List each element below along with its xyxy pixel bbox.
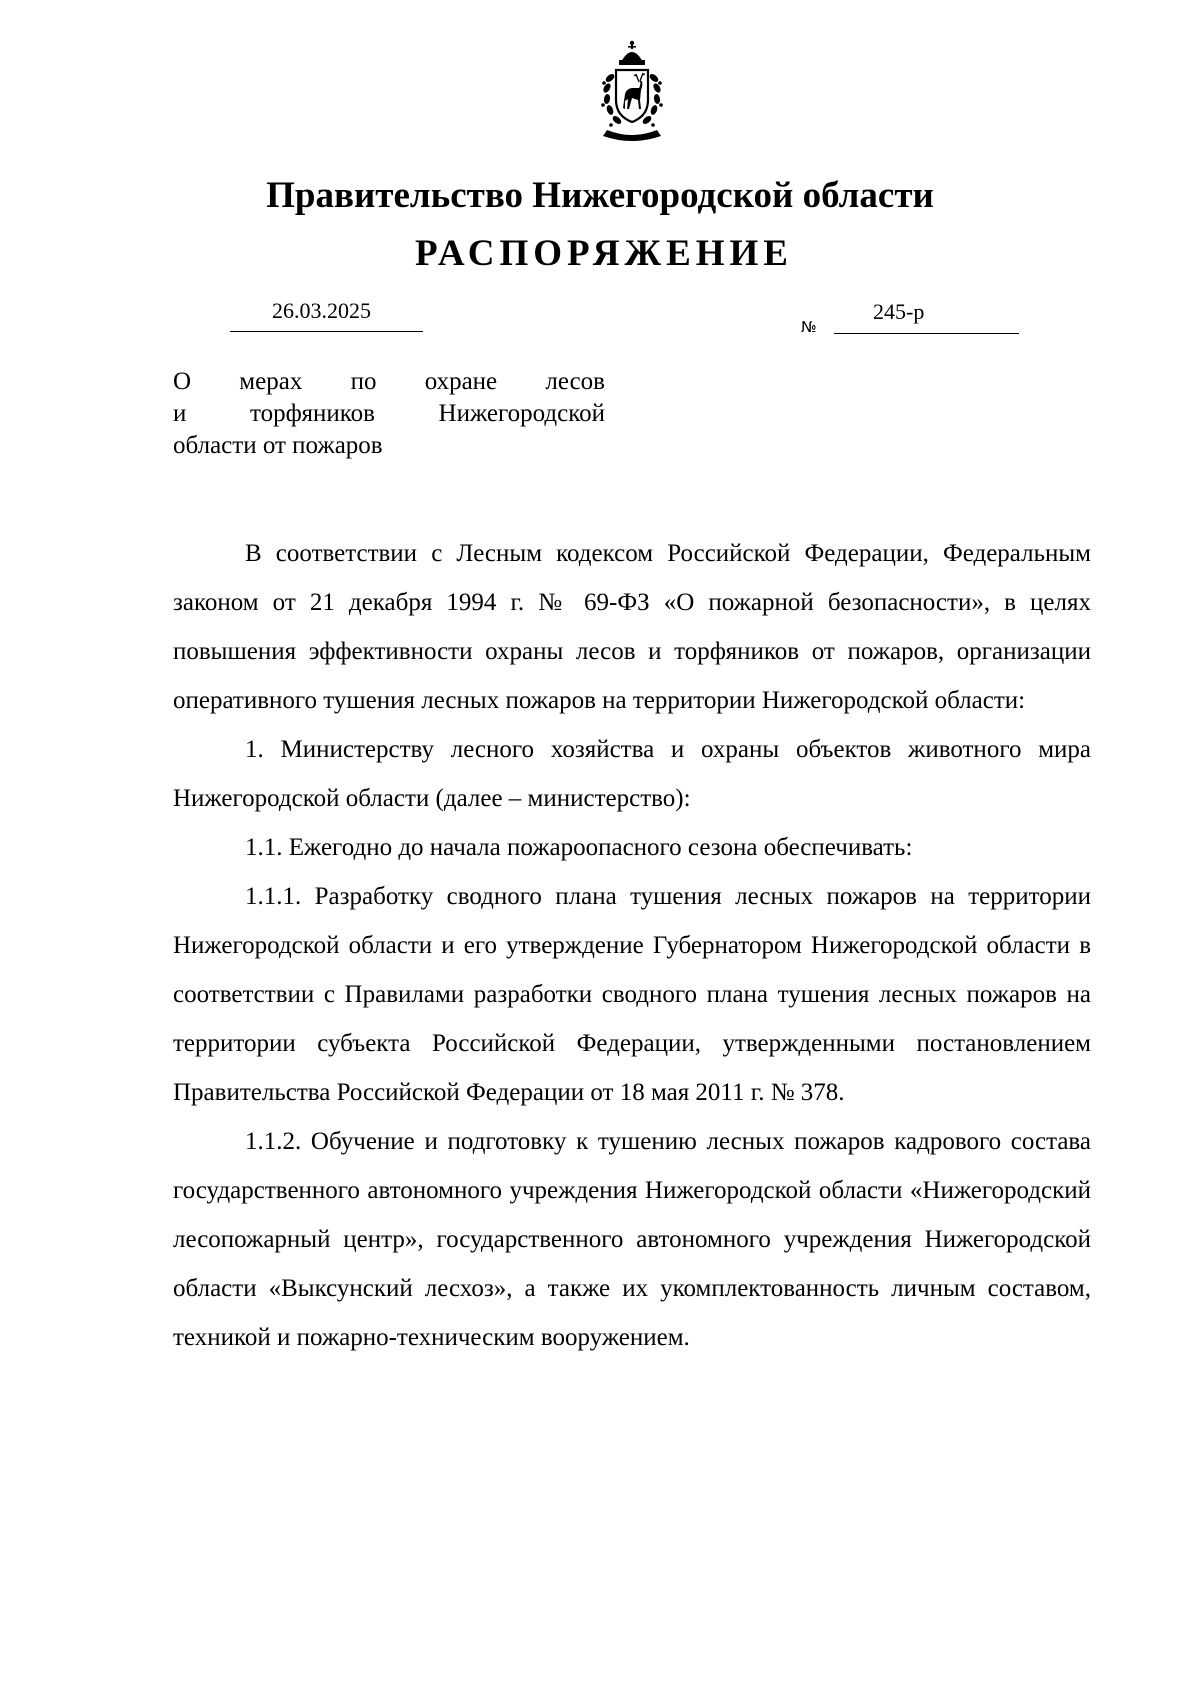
clause-1-1-2: 1.1.2. Обучение и подготовку к тушению лесных пожаров кадрового состава государственного автономного учреждения Нижегородской области «Нижегородский лесопожарный центр», государственного автономного учреждения Нижегородской области «Выксунский лесхоз», а также их укомплектованность личным составом, техникой и пожарно-техническим вооружением. (173, 1128, 1091, 1351)
subject-line: О мерах по охране лесов (173, 368, 605, 395)
document-type: РАСПОРЯЖЕНИЕ (414, 233, 793, 274)
preamble-paragraph: В соответствии с Лесным кодексом Российской Федерации, Федеральным законом от 21 декабря 1994 г. № 69-ФЗ «О пожарной безопасности», в целях повышения эффективности охраны лесов и торфяников от пожаров, организации оперативного тушения лесных пожаров на территории Нижегородской области: (173, 540, 1091, 714)
document-subject (173, 366, 605, 462)
subject-line: и торфяников Нижегородской (173, 400, 605, 427)
nizhny-novgorod-coat-of-arms-icon (577, 38, 687, 148)
clause-1-1: 1.1. Ежегодно до начала пожароопасного сезона обеспечивать: (245, 834, 913, 861)
document-date-field (230, 297, 423, 332)
clause-1-1-1: 1.1.1. Разработку сводного плана тушения лесных пожаров на территории Нижегородской области и его утверждение Губернатором Нижегородской области в соответствии с Правилами разработки сводного плана тушения лесных пожаров на территории субъекта Российской Федерации, утвержденными постановлением Правительства Российской Федерации от 18 мая 2011 г. № 378. (173, 883, 1091, 1106)
document-body (173, 529, 1091, 1362)
document-date: 26.03.2025 (272, 298, 371, 323)
document-number-field (834, 297, 1019, 334)
number-sign: № (801, 318, 817, 336)
subject-line: области от пожаров (173, 432, 383, 459)
clause-1: 1. Министерству лесного хозяйства и охраны объектов животного мира Нижегородской области (далее – министерство): (173, 736, 1091, 812)
document-number: 245-р (873, 299, 925, 324)
organization-title: Правительство Нижегородской области (266, 175, 934, 216)
